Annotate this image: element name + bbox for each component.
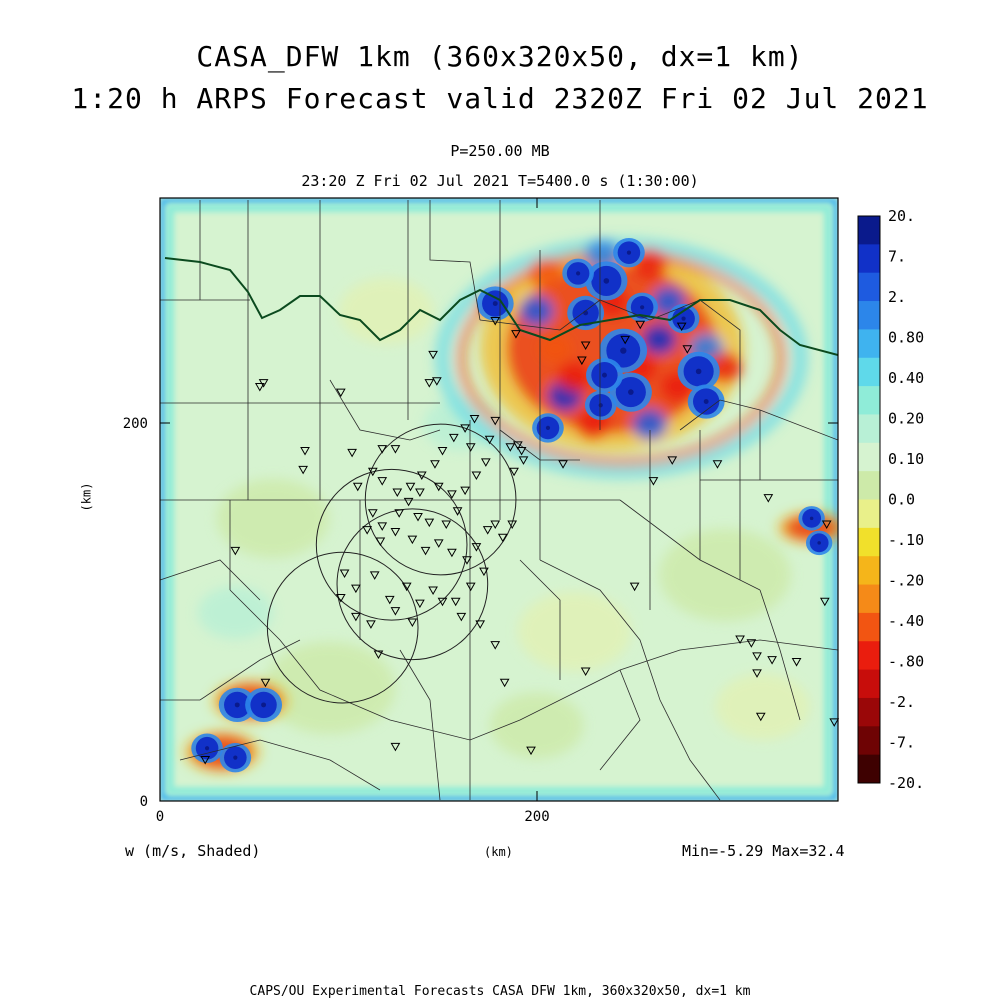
colorbar-label: 0.0 (888, 490, 916, 509)
colorbar-label: 0.10 (888, 450, 925, 468)
x-tick-label: 200 (524, 809, 550, 825)
colorbar-swatch (858, 613, 880, 642)
colorbar-swatch (858, 471, 880, 500)
colorbar-swatch (858, 556, 880, 585)
colorbar-swatch (858, 726, 880, 755)
colorbar-swatch (858, 670, 880, 699)
colorbar-swatch (858, 755, 880, 784)
colorbar-label: -2. (888, 693, 916, 711)
colorbar-label: -.10 (888, 531, 925, 549)
colorbar-swatch (858, 500, 880, 529)
colorbar-label: 2. (888, 288, 907, 306)
w-field-shading (160, 198, 846, 801)
colorbar-label: -.80 (888, 652, 925, 671)
y-tick-label: 200 (122, 416, 148, 432)
colorbar-label: -.20 (888, 571, 925, 590)
colorbar (858, 207, 924, 792)
x-tick-label: 0 (155, 809, 165, 825)
y-tick-label: 0 (139, 794, 148, 810)
colorbar-label: -7. (888, 733, 916, 752)
colorbar-label: 7. (888, 247, 907, 266)
pressure-level: P=250.00 MB (450, 142, 550, 160)
colorbar-label: 0.20 (888, 409, 925, 428)
x-axis-unit: (km) (484, 845, 513, 859)
chart-title-line2: 1:20 h ARPS Forecast valid 2320Z Fri 02 Jul 2021 (71, 82, 929, 115)
chart-title-line1: CASA_DFW 1km (360x320x50, dx=1 km) (196, 40, 804, 73)
colorbar-label: 0.40 (888, 369, 925, 387)
footer-text: CAPS/OU Experimental Forecasts CASA DFW 1km, 360x320x50, dx=1 km (249, 984, 751, 999)
colorbar-swatch (858, 329, 880, 358)
colorbar-label: 0.80 (888, 328, 925, 347)
colorbar-swatch (858, 216, 880, 245)
colorbar-swatch (858, 244, 880, 273)
min-max-label: Min=-5.29 Max=32.4 (682, 842, 845, 860)
colorbar-swatch (858, 443, 880, 472)
field-label: w (m/s, Shaded) (125, 842, 261, 860)
colorbar-label: -20. (888, 774, 925, 792)
colorbar-label: 20. (888, 207, 916, 225)
colorbar-swatch (858, 414, 880, 443)
colorbar-swatch (858, 585, 880, 614)
colorbar-swatch (858, 358, 880, 387)
colorbar-swatch (858, 301, 880, 330)
valid-time-info: 23:20 Z Fri 02 Jul 2021 T=5400.0 s (1:30:00) (301, 172, 699, 190)
colorbar-swatch (858, 698, 880, 727)
colorbar-swatch (858, 273, 880, 302)
colorbar-swatch (858, 641, 880, 670)
y-axis-unit: (km) (79, 482, 94, 512)
colorbar-swatch (858, 528, 880, 557)
colorbar-swatch (858, 386, 880, 415)
colorbar-label: -.40 (888, 612, 925, 630)
